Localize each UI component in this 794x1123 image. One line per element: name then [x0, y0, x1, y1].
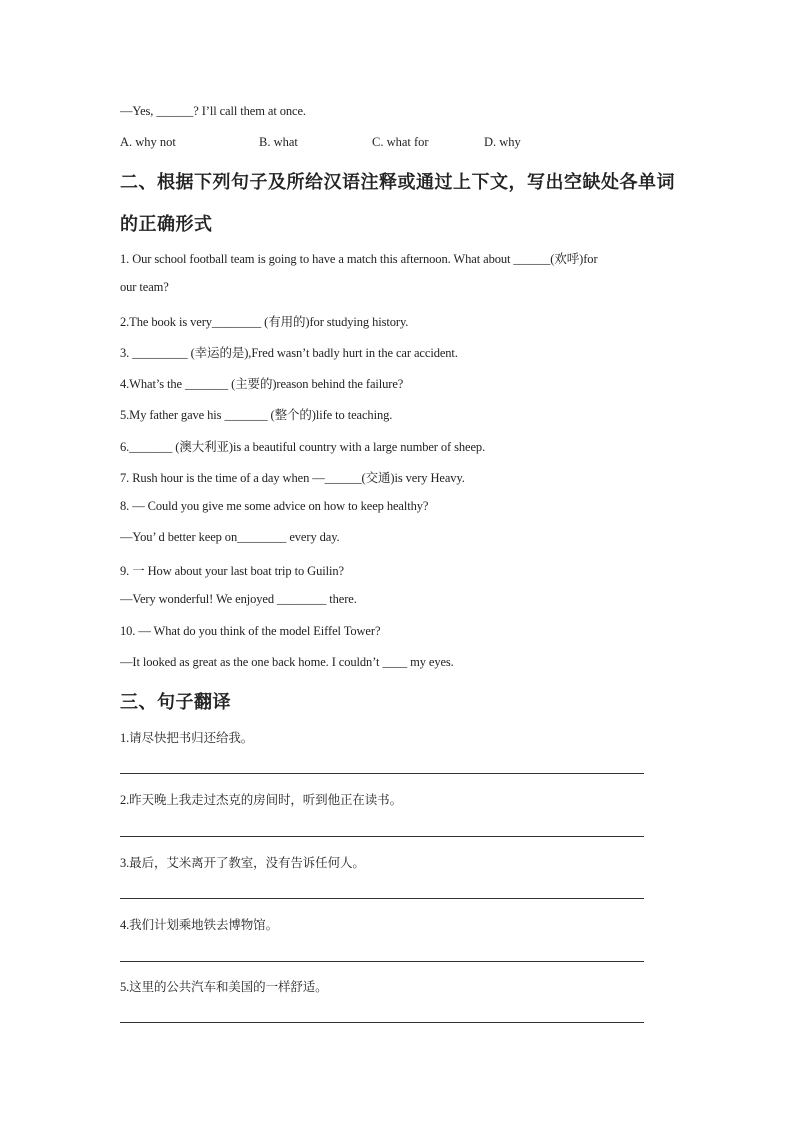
exercise-line: 3. _________ (幸运的是),Fred wasn’t badly hurt in the car accident.	[120, 346, 458, 360]
option-b: B. what	[259, 135, 298, 149]
exercise-line: 1. Our school football team is going to have a match this afternoon. What about ______(欢呼)for	[120, 252, 598, 266]
option-d: D. why	[484, 135, 521, 149]
translation-item: 2.昨天晚上我走过杰克的房间时，听到他正在读书。	[120, 793, 402, 807]
exercise-line: 9. 一 How about your last boat trip to Guilin?	[120, 564, 344, 578]
exercise-line: 8. — Could you give me some advice on how to keep healthy?	[120, 499, 429, 513]
answer-line	[120, 961, 644, 962]
exercise-line: 6._______ (澳大利亚)is a beautiful country with a large number of sheep.	[120, 440, 486, 454]
translation-item: 3.最后，艾米离开了教室，没有告诉任何人。	[120, 856, 365, 870]
exercise-line: —It looked as great as the one back home. I couldn’t ____ my eyes.	[120, 655, 454, 669]
exercise-line: 7. Rush hour is the time of a day when —______(交通)is very Heavy.	[120, 471, 465, 485]
section3-heading: 三、句子翻译	[120, 692, 231, 713]
answer-line	[120, 898, 644, 899]
translation-item: 1.请尽快把书归还给我。	[120, 731, 254, 745]
answer-line	[120, 1022, 644, 1023]
section2-heading-line1: 二、根据下列句子及所给汉语注释或通过上下文，写出空缺处各单词	[120, 172, 675, 193]
exercise-line: 10. — What do you think of the model Eiffel Tower?	[120, 624, 381, 638]
exercise-line: 2.The book is very________ (有用的)for studying history.	[120, 315, 409, 329]
exercise-line: —You’ d better keep on________ every day.	[120, 530, 340, 544]
exercise-line: our team?	[120, 280, 169, 294]
exercise-line: 5.My father gave his _______ (整个的)life to teaching.	[120, 408, 393, 422]
dialog-line: —Yes, ______? I’ll call them at once.	[120, 104, 306, 118]
answer-line	[120, 836, 644, 837]
option-c: C. what for	[372, 135, 429, 149]
answer-line	[120, 773, 644, 774]
option-a: A. why not	[120, 135, 176, 149]
translation-item: 5.这里的公共汽车和美国的一样舒适。	[120, 980, 328, 994]
exercise-line: —Very wonderful! We enjoyed ________ there.	[120, 592, 357, 606]
section2-heading-line2: 的正确形式	[120, 214, 213, 235]
translation-item: 4.我们计划乘地铁去博物馆。	[120, 918, 278, 932]
exercise-line: 4.What’s the _______ (主要的)reason behind the failure?	[120, 377, 404, 391]
